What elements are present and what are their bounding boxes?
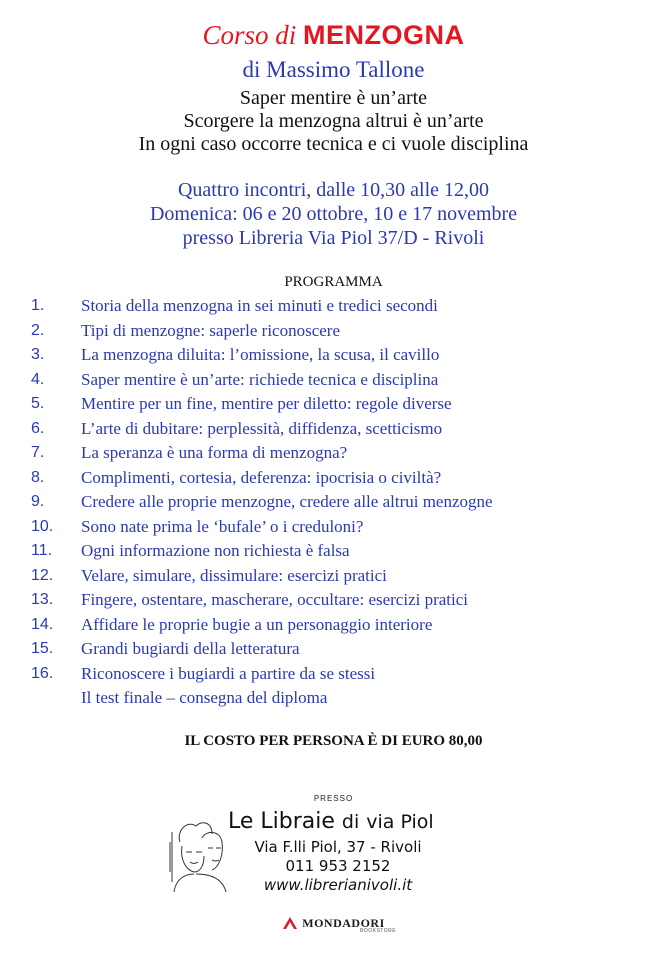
program-item-number: 16. — [31, 664, 54, 682]
program-item-text: Affidare le proprie bugie a un personaggio interiore — [81, 614, 433, 634]
title-prefix: Corso di — [202, 20, 297, 50]
program-item — [0, 319, 667, 344]
program-item — [0, 392, 667, 417]
program-item-number: 9. — [31, 493, 45, 510]
program-item-number: 2. — [31, 321, 45, 339]
program-item — [0, 662, 667, 707]
program-item — [0, 564, 667, 589]
shop-website: www.librerianivoli.it — [263, 876, 413, 894]
program-item-number: 10. — [31, 517, 54, 535]
program-item-text: La menzogna diluita: l’omissione, la scusa, il cavillo — [81, 345, 440, 364]
program-item-number: 5. — [31, 395, 45, 412]
title-main: MENZOGNA — [303, 20, 465, 50]
program-item — [0, 417, 667, 442]
program-item-number: 7. — [31, 444, 45, 461]
program-item — [0, 466, 667, 491]
course-title — [0, 18, 667, 52]
tagline-line-3: In ogni caso occorre tecnica e ci vuole disciplina — [138, 133, 529, 155]
mondadori-bookstore: BOOKSTORE — [360, 928, 397, 934]
shop-name-part-c: via Piol — [366, 811, 434, 833]
program-item-text: Riconoscere i bugiardi a partire da se stessi — [81, 663, 376, 683]
program-item — [0, 515, 667, 540]
program-item — [0, 539, 667, 564]
program-item — [0, 368, 667, 393]
shop-address: Via F.lli Piol, 37 - Rivoli — [254, 838, 422, 856]
shop-name-part-a: Le Libraie — [228, 809, 335, 834]
program-item-subtext: Il test finale – consegna del diploma — [81, 687, 328, 707]
program-item — [0, 490, 667, 515]
program-item-text: Sono nate prima le ‘bufale’ o i creduloni? — [81, 516, 364, 536]
program-item-text: Complimenti, cortesia, deferenza: ipocrisia o civiltà? — [81, 467, 442, 487]
program-item-number: 3. — [31, 346, 45, 363]
program-item-text: Saper mentire è un’arte: richiede tecnica e disciplina — [81, 369, 439, 389]
schedule-line-2: Domenica: 06 e 20 ottobre, 10 e 17 novembre — [149, 203, 518, 225]
schedule-line-3: presso Libreria Via Piol 37/D - Rivoli — [182, 227, 485, 249]
mondadori-name: MONDADORI — [302, 915, 385, 930]
program-item — [0, 294, 667, 319]
program-item — [0, 441, 667, 466]
program-item-text: Velare, simulare, dissimulare: esercizi pratici — [81, 565, 387, 585]
program-item-text: Ogni informazione non richiesta è falsa — [81, 541, 350, 560]
program-item — [0, 588, 667, 613]
program-heading: PROGRAMMA — [284, 274, 383, 290]
tagline-line-2: Scorgere la menzogna altrui è un’arte — [183, 110, 484, 132]
author-line: di Massimo Tallone — [242, 57, 425, 82]
shop-name-part-b: di — [341, 811, 360, 833]
program-item — [0, 613, 667, 638]
shop-name — [228, 808, 434, 836]
program-item-number: 1. — [31, 297, 45, 314]
program-item-text: Tipi di menzogne: saperle riconoscere — [81, 320, 341, 340]
program-item-number: 6. — [31, 419, 45, 437]
program-item-text: Fingere, ostentare, mascherare, occultare: esercizi pratici — [81, 590, 469, 609]
program-list — [0, 294, 667, 707]
presso-label: PRESSO — [313, 794, 354, 803]
mondadori-logo — [0, 914, 667, 932]
schedule-line-1: Quattro incontri, dalle 10,30 alle 12,00 — [177, 179, 490, 201]
program-item — [0, 637, 667, 662]
program-item-text: Mentire per un fine, mentire per diletto: regole diverse — [81, 394, 452, 413]
cost-line: IL COSTO PER PERSONA È DI EURO 80,00 — [184, 733, 483, 749]
libraie-portrait-icon — [166, 812, 232, 894]
program-item-number: 4. — [31, 370, 45, 388]
program-item-number: 13. — [31, 591, 54, 608]
program-item-text: La speranza è una forma di menzogna? — [81, 443, 348, 462]
program-item-text: Storia della menzogna in sei minuti e tredici secondi — [81, 296, 438, 315]
program-item-number: 14. — [31, 615, 54, 633]
program-item-number: 11. — [31, 542, 53, 559]
program-item-number: 12. — [31, 566, 54, 584]
program-item-text: L’arte di dubitare: perplessità, diffidenza, scetticismo — [81, 418, 443, 438]
program-item — [0, 343, 667, 368]
tagline-line-1: Saper mentire è un’arte — [239, 87, 428, 109]
program-item-number: 15. — [31, 640, 54, 657]
mondadori-rose-icon — [282, 916, 298, 930]
program-item-text: Grandi bugiardi della letteratura — [81, 639, 300, 658]
program-item-number: 8. — [31, 468, 45, 486]
shop-phone: 011 953 2152 — [285, 857, 391, 875]
program-item-text: Credere alle proprie menzogne, credere alle altrui menzogne — [81, 492, 493, 511]
